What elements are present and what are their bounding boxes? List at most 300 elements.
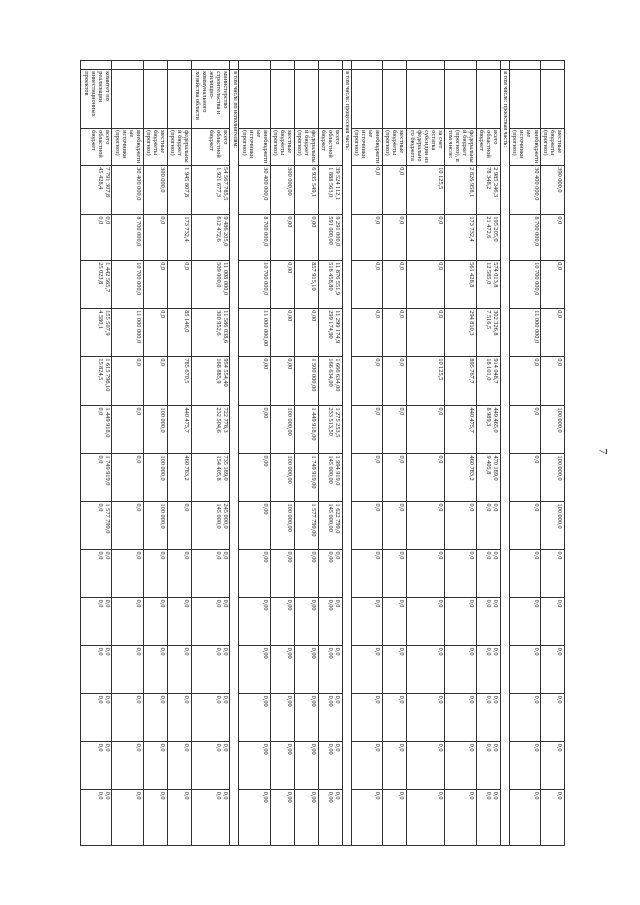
executor-cell bbox=[476, 69, 500, 128]
value-text: 0,0 bbox=[532, 647, 540, 656]
value-text: 39 524 112,1 bbox=[334, 167, 342, 201]
value-cell bbox=[239, 550, 270, 598]
funding-source-cell bbox=[318, 128, 342, 165]
rotated-table-container bbox=[80, 60, 565, 846]
value-text: 0,0 bbox=[374, 599, 382, 608]
value-text: 0,0 bbox=[334, 791, 342, 800]
table-row bbox=[509, 61, 540, 846]
value-cell bbox=[270, 790, 294, 846]
value-cell bbox=[382, 453, 406, 501]
value-text: 0,0 bbox=[159, 551, 167, 560]
value-text: 0,0 bbox=[492, 743, 500, 752]
value-text: 0,0 bbox=[436, 599, 444, 608]
value-cell bbox=[509, 260, 540, 308]
value-text: 0,00 bbox=[310, 599, 318, 611]
value-text: 100 000,00 bbox=[286, 503, 294, 532]
funding-source-label: всего bbox=[221, 130, 229, 145]
value-text: 0,0 bbox=[221, 695, 229, 704]
value-cell bbox=[351, 694, 382, 742]
value-text: 0,0 bbox=[532, 455, 540, 464]
value-text: 0,0 bbox=[532, 743, 540, 752]
value-text: 100 000,0 bbox=[159, 407, 167, 433]
funding-source-label: всего bbox=[334, 130, 342, 145]
value-cell bbox=[167, 308, 191, 356]
value-cell bbox=[541, 165, 565, 214]
value-cell bbox=[270, 694, 294, 742]
value-cell bbox=[318, 502, 342, 550]
section-label: в том числе: процессная часть: bbox=[342, 69, 351, 845]
executor-cell bbox=[112, 69, 143, 128]
value-cell bbox=[382, 405, 406, 453]
value-text: 0,0 bbox=[398, 791, 406, 800]
value-cell bbox=[476, 694, 500, 742]
value-text: 449 465,0 bbox=[492, 407, 500, 433]
value-cell bbox=[270, 165, 294, 214]
value-cell bbox=[476, 405, 500, 453]
value-text: 0,0 bbox=[221, 599, 229, 608]
value-cell bbox=[143, 646, 167, 694]
funding-source-cell: местные бюджеты (прогноз) bbox=[143, 128, 167, 165]
value-text: 735 189,0 bbox=[221, 455, 229, 481]
value-text: 0,0 bbox=[436, 791, 444, 800]
value-text: 0,0 bbox=[96, 599, 104, 608]
value-text: 100 000,0 bbox=[556, 455, 564, 481]
value-cell bbox=[294, 646, 318, 694]
value-cell bbox=[81, 405, 112, 453]
value-text: 1 749 919,0 bbox=[103, 455, 111, 486]
value-cell bbox=[112, 453, 143, 501]
value-cell bbox=[351, 502, 382, 550]
table-row bbox=[143, 61, 167, 846]
value-cell bbox=[445, 308, 476, 356]
value-text: 0,0 bbox=[374, 791, 382, 800]
table-cell bbox=[509, 61, 540, 70]
value-text: 0,00 bbox=[286, 358, 294, 370]
funding-source-cell bbox=[191, 128, 230, 165]
value-text: 0,0 bbox=[103, 695, 111, 704]
value-cell bbox=[318, 165, 342, 214]
funding-source-cell: местные бюджеты (прогноз) bbox=[541, 128, 565, 165]
table-row bbox=[191, 61, 230, 846]
executor-cell bbox=[509, 69, 540, 128]
value-text: 0,00 bbox=[286, 310, 294, 322]
executor-cell bbox=[351, 69, 382, 128]
value-cell bbox=[541, 260, 565, 308]
value-text: 0,0 bbox=[135, 743, 143, 752]
value-text: 0,0 bbox=[221, 647, 229, 656]
value-text: 574 013,8 bbox=[492, 262, 500, 288]
value-cell bbox=[143, 742, 167, 790]
value-cell bbox=[167, 453, 191, 501]
value-text: 0,0 bbox=[436, 216, 444, 225]
value-cell bbox=[509, 308, 540, 356]
value-cell bbox=[541, 646, 565, 694]
value-cell bbox=[143, 598, 167, 646]
value-cell bbox=[351, 550, 382, 598]
value-text: 0,0 bbox=[398, 216, 406, 225]
value-cell bbox=[143, 260, 167, 308]
value-text: 232 504,6 bbox=[214, 407, 222, 433]
value-text: 0,0 bbox=[103, 791, 111, 800]
value-text: 0,0 bbox=[135, 455, 143, 464]
value-cell bbox=[112, 356, 143, 405]
value-text: 0,0 bbox=[183, 647, 191, 656]
value-text: 8 700 000,0 bbox=[262, 216, 270, 247]
value-text: 0,0 bbox=[398, 358, 406, 367]
value-text: 785 670,5 bbox=[183, 358, 191, 384]
value-text: 1 994 919,0 bbox=[334, 455, 342, 486]
value-cell bbox=[191, 742, 230, 790]
value-text: 0,0 bbox=[398, 551, 406, 560]
value-cell bbox=[476, 742, 500, 790]
value-text: 0,0 bbox=[556, 647, 564, 656]
value-text: 0,0 bbox=[96, 503, 104, 512]
value-cell bbox=[476, 356, 500, 405]
value-text: 0,0 bbox=[485, 551, 493, 560]
value-text: 1 615 798,10 bbox=[103, 358, 111, 392]
table-cell bbox=[541, 61, 565, 70]
value-cell bbox=[351, 742, 382, 790]
value-cell bbox=[445, 405, 476, 453]
funding-source-cell bbox=[81, 128, 112, 165]
value-text: 0,0 bbox=[103, 551, 111, 560]
value-cell bbox=[382, 260, 406, 308]
value-cell bbox=[239, 308, 270, 356]
value-cell bbox=[191, 165, 230, 214]
value-cell bbox=[541, 356, 565, 405]
value-text: 0,0 bbox=[492, 791, 500, 800]
value-text: 78 348,2 bbox=[485, 167, 493, 190]
value-cell bbox=[406, 502, 445, 550]
value-text: 0,0 bbox=[374, 407, 382, 416]
value-text: 0,0 bbox=[492, 551, 500, 560]
value-cell bbox=[191, 646, 230, 694]
value-text: 195 205,0 bbox=[492, 216, 500, 242]
table-row bbox=[81, 61, 112, 846]
value-text: 30 400 000,0 bbox=[262, 167, 270, 201]
value-text: 1 275 253,5 bbox=[334, 407, 342, 438]
value-cell bbox=[167, 502, 191, 550]
value-cell bbox=[445, 742, 476, 790]
value-text: 0,0 bbox=[374, 167, 382, 176]
value-text: 0,0 bbox=[103, 647, 111, 656]
value-cell bbox=[294, 260, 318, 308]
value-text: 0,0 bbox=[135, 551, 143, 560]
value-text: 1 577 799,00 bbox=[310, 503, 318, 537]
value-cell bbox=[476, 260, 500, 308]
value-cell bbox=[239, 742, 270, 790]
value-text: 233 513,50 bbox=[327, 407, 334, 436]
value-text: 470 189,0 bbox=[492, 455, 500, 481]
value-text: 100 000,00 bbox=[286, 407, 294, 436]
value-text: 0,0 bbox=[556, 599, 564, 608]
value-cell bbox=[541, 405, 565, 453]
value-cell bbox=[476, 453, 500, 501]
value-cell bbox=[351, 405, 382, 453]
value-cell bbox=[112, 214, 143, 260]
value-text: 612 472,6 bbox=[214, 216, 222, 242]
value-text: 85 146,0 bbox=[183, 310, 191, 333]
value-text: 0,0 bbox=[398, 647, 406, 656]
value-text: 0,00 bbox=[327, 791, 334, 803]
value-text: 0,0 bbox=[492, 503, 500, 512]
value-text: 294 810,3 bbox=[468, 310, 476, 336]
value-text: 0,00 bbox=[327, 551, 334, 563]
value-text: 0,0 bbox=[96, 743, 104, 752]
value-text: 0,00 bbox=[310, 791, 318, 803]
executor-cell bbox=[541, 69, 565, 128]
table-section-row bbox=[500, 61, 509, 846]
table-cell bbox=[476, 61, 500, 70]
value-cell bbox=[112, 550, 143, 598]
value-cell bbox=[541, 598, 565, 646]
value-cell bbox=[167, 646, 191, 694]
value-text: 0,00 bbox=[286, 216, 294, 228]
value-cell bbox=[191, 260, 230, 308]
value-text: 0,0 bbox=[468, 503, 476, 512]
value-cell bbox=[351, 598, 382, 646]
value-cell bbox=[406, 214, 445, 260]
value-text: 0,0 bbox=[374, 503, 382, 512]
value-cell bbox=[239, 598, 270, 646]
value-cell bbox=[382, 598, 406, 646]
value-text: 0,0 bbox=[214, 551, 222, 560]
value-cell bbox=[294, 453, 318, 501]
value-text: 0,0 bbox=[436, 262, 444, 271]
value-text: 0,0 bbox=[135, 791, 143, 800]
value-text: 0,0 bbox=[159, 599, 167, 608]
value-cell bbox=[167, 790, 191, 846]
value-cell bbox=[143, 214, 167, 260]
value-cell bbox=[406, 308, 445, 356]
funding-source-cell: внебюджетные источники (прогноз) bbox=[351, 128, 382, 165]
value-cell bbox=[318, 356, 342, 405]
value-text: 0,00 bbox=[262, 503, 270, 515]
value-cell bbox=[239, 646, 270, 694]
value-cell bbox=[167, 165, 191, 214]
value-cell bbox=[143, 502, 167, 550]
funding-source-cell: внебюджетные источники (прогноз) bbox=[509, 128, 540, 165]
value-text: 0,0 bbox=[103, 743, 111, 752]
value-text: 0,0 bbox=[135, 695, 143, 704]
value-cell bbox=[239, 260, 270, 308]
value-text: 0,0 bbox=[468, 599, 476, 608]
value-text: 0,00 bbox=[327, 743, 334, 755]
value-text: 0,0 bbox=[556, 791, 564, 800]
value-text: 0,0 bbox=[96, 551, 104, 560]
value-cell bbox=[382, 790, 406, 846]
value-text: 9 405,8 bbox=[485, 455, 493, 475]
value-cell bbox=[509, 453, 540, 501]
value-text: 0,00 bbox=[310, 743, 318, 755]
value-text: 8 700 000,0 bbox=[532, 216, 540, 247]
value-text: 0,00 bbox=[262, 358, 270, 370]
budget-table bbox=[80, 60, 565, 846]
value-text: 9 291 000,0 bbox=[334, 216, 342, 247]
value-cell bbox=[541, 790, 565, 846]
value-cell bbox=[270, 646, 294, 694]
value-cell bbox=[270, 742, 294, 790]
value-cell bbox=[81, 598, 112, 646]
value-cell bbox=[476, 165, 500, 214]
value-text: 0,0 bbox=[398, 310, 406, 319]
value-cell bbox=[406, 646, 445, 694]
value-cell bbox=[294, 356, 318, 405]
value-text: 0,00 bbox=[286, 743, 294, 755]
funding-source-cell: внебюджетные источники (прогноз) bbox=[112, 128, 143, 165]
value-text: 0,0 bbox=[398, 455, 406, 464]
value-text: 10 125,5 bbox=[436, 167, 444, 190]
value-text: 0,0 bbox=[492, 695, 500, 704]
value-cell bbox=[382, 550, 406, 598]
value-cell bbox=[318, 646, 342, 694]
value-text: 0,0 bbox=[556, 310, 564, 319]
value-cell bbox=[294, 742, 318, 790]
value-cell bbox=[112, 742, 143, 790]
value-text: 0,0 bbox=[214, 743, 222, 752]
value-text: 0,00 bbox=[262, 647, 270, 659]
value-text: 0,0 bbox=[532, 695, 540, 704]
value-text: 0,00 bbox=[327, 647, 334, 659]
value-cell bbox=[81, 214, 112, 260]
value-cell bbox=[509, 646, 540, 694]
value-cell bbox=[406, 790, 445, 846]
value-cell bbox=[382, 308, 406, 356]
value-cell bbox=[382, 502, 406, 550]
value-cell bbox=[143, 356, 167, 405]
value-text: 0,0 bbox=[398, 262, 406, 271]
value-text: 0,00 bbox=[262, 791, 270, 803]
table-section-row bbox=[230, 61, 239, 846]
value-cell bbox=[476, 598, 500, 646]
funding-source-cell: местные бюджеты (прогноз) bbox=[382, 128, 406, 165]
value-cell bbox=[239, 502, 270, 550]
table-row bbox=[167, 61, 191, 846]
value-text: 591 000,00 bbox=[327, 216, 334, 245]
value-text: 0,0 bbox=[135, 503, 143, 512]
value-text: 0,0 bbox=[436, 647, 444, 656]
value-text: 0,0 bbox=[532, 503, 540, 512]
table-row bbox=[382, 61, 406, 846]
value-text: 4 580,1 bbox=[96, 310, 104, 330]
value-cell bbox=[318, 694, 342, 742]
value-cell bbox=[318, 550, 342, 598]
value-text: 168 885,9 bbox=[214, 358, 222, 384]
value-cell bbox=[382, 742, 406, 790]
value-cell bbox=[294, 550, 318, 598]
value-cell bbox=[318, 790, 342, 846]
value-cell bbox=[294, 790, 318, 846]
value-text: 1 666 634,00 bbox=[334, 358, 342, 392]
funding-source-label: областной бюджет bbox=[207, 130, 222, 158]
value-text: 0,0 bbox=[159, 743, 167, 752]
value-cell bbox=[270, 405, 294, 453]
value-cell bbox=[406, 598, 445, 646]
table-cell bbox=[167, 61, 191, 70]
value-cell bbox=[81, 308, 112, 356]
value-cell bbox=[143, 405, 167, 453]
value-cell bbox=[351, 308, 382, 356]
value-cell bbox=[445, 646, 476, 694]
value-text: 300 000,0 bbox=[159, 167, 167, 193]
value-text: 0,0 bbox=[492, 647, 500, 656]
budget-table-body bbox=[81, 61, 565, 846]
value-cell bbox=[167, 694, 191, 742]
value-cell bbox=[81, 790, 112, 846]
value-text: 0,00 bbox=[310, 647, 318, 659]
value-text: 302 326,8 bbox=[492, 310, 500, 336]
value-text: 0,0 bbox=[468, 647, 476, 656]
value-text: 25 023,8 bbox=[96, 262, 104, 285]
value-text: 0,0 bbox=[214, 695, 222, 704]
value-text: 11 000 000,00 bbox=[262, 310, 270, 347]
executor-cell bbox=[143, 69, 167, 128]
value-text: 8 700 000,0 bbox=[135, 216, 143, 247]
value-text: 0,0 bbox=[485, 743, 493, 752]
value-text: 0,0 bbox=[374, 551, 382, 560]
value-cell bbox=[143, 165, 167, 214]
value-text: 15 824,5 bbox=[96, 358, 104, 381]
funding-source-cell: внебюджетные источники (прогноз) bbox=[239, 128, 270, 165]
value-text: 54 567 785,5 bbox=[221, 167, 229, 201]
value-text: 0,0 bbox=[96, 455, 104, 464]
value-text: 0,0 bbox=[103, 599, 111, 608]
value-cell bbox=[270, 550, 294, 598]
value-cell bbox=[143, 790, 167, 846]
value-cell bbox=[167, 214, 191, 260]
value-cell bbox=[112, 502, 143, 550]
value-cell bbox=[112, 260, 143, 308]
value-cell bbox=[112, 790, 143, 846]
value-text: 0,0 bbox=[556, 551, 564, 560]
value-cell bbox=[509, 694, 540, 742]
value-text: 0,0 bbox=[183, 599, 191, 608]
value-text: 100 000,0 bbox=[159, 503, 167, 529]
table-cell bbox=[318, 61, 342, 70]
value-cell bbox=[294, 214, 318, 260]
value-cell bbox=[294, 308, 318, 356]
value-text: 460 783,2 bbox=[183, 455, 191, 481]
table-section-row bbox=[342, 61, 351, 846]
value-text: 0,0 bbox=[159, 695, 167, 704]
value-cell bbox=[270, 598, 294, 646]
value-text: 1 449 918,00 bbox=[310, 407, 318, 441]
value-cell bbox=[509, 502, 540, 550]
value-text: 100 000,00 bbox=[286, 455, 294, 484]
value-cell bbox=[191, 550, 230, 598]
value-text: 100 000,0 bbox=[556, 407, 564, 433]
value-text: 0,0 bbox=[556, 262, 564, 271]
value-cell bbox=[541, 694, 565, 742]
value-text: 11 586 038,6 bbox=[221, 310, 229, 344]
value-cell bbox=[476, 646, 500, 694]
value-cell bbox=[167, 405, 191, 453]
value-text: 0,0 bbox=[135, 358, 143, 367]
table-row bbox=[351, 61, 382, 846]
value-text: 1 449 918,0 bbox=[103, 407, 111, 438]
value-cell bbox=[239, 214, 270, 260]
value-text: 155 507,9 bbox=[103, 310, 111, 336]
value-cell bbox=[406, 694, 445, 742]
value-cell bbox=[406, 550, 445, 598]
value-text: 0,0 bbox=[532, 599, 540, 608]
value-text: 0,0 bbox=[485, 695, 493, 704]
table-cell bbox=[143, 61, 167, 70]
value-cell bbox=[318, 214, 342, 260]
value-cell bbox=[445, 598, 476, 646]
value-cell bbox=[406, 165, 445, 214]
value-text: 460 783,2 bbox=[468, 455, 476, 481]
